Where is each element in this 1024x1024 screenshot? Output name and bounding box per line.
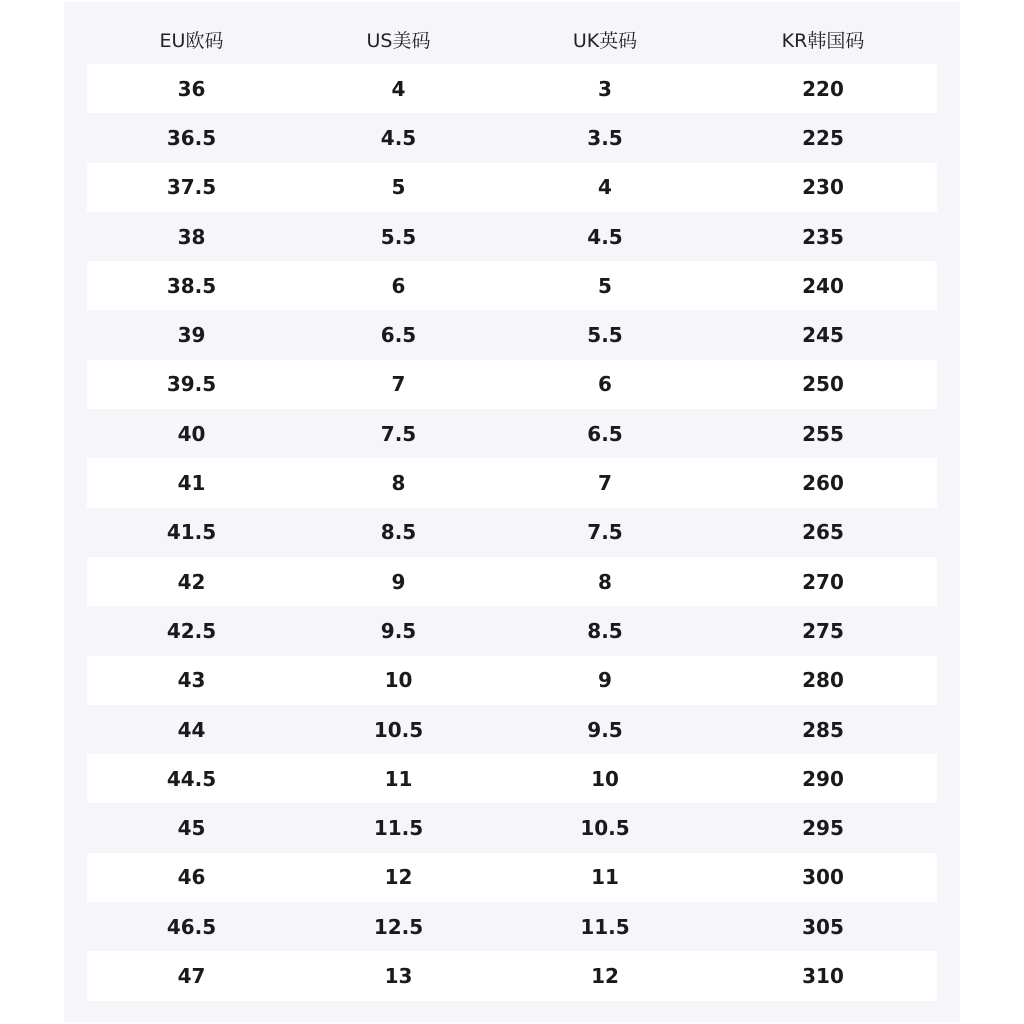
kr-size-cell: 265	[709, 508, 937, 557]
us-size-cell: 7.5	[296, 409, 501, 458]
eu-size-cell: 44	[87, 705, 296, 754]
uk-size-cell: 11.5	[501, 902, 709, 951]
table-header	[87, 15, 937, 64]
header-row	[87, 15, 937, 64]
eu-size-cell: 41	[87, 458, 296, 507]
us-size-cell: 11	[296, 754, 501, 803]
eu-size-cell: 42.5	[87, 606, 296, 655]
eu-size-cell: 45	[87, 803, 296, 852]
us-size-cell: 5	[296, 163, 501, 212]
header-uk-size: UK英码	[572, 30, 638, 52]
uk-size-cell: 9	[501, 656, 709, 705]
table-row	[87, 64, 937, 113]
table-row	[87, 951, 937, 1000]
eu-size-cell: 46.5	[87, 902, 296, 951]
eu-size-cell: 46	[87, 853, 296, 902]
us-size-cell: 10.5	[296, 705, 501, 754]
us-size-cell: 6	[296, 261, 501, 310]
table-row	[87, 902, 937, 951]
eu-size-cell: 41.5	[87, 508, 296, 557]
kr-size-cell: 310	[709, 951, 937, 1000]
us-size-cell: 5.5	[296, 212, 501, 261]
us-size-cell: 12	[296, 853, 501, 902]
kr-size-cell: 240	[709, 261, 937, 310]
kr-size-cell: 300	[709, 853, 937, 902]
table-row	[87, 557, 937, 606]
eu-size-cell: 43	[87, 656, 296, 705]
kr-size-cell: 270	[709, 557, 937, 606]
us-size-cell: 9	[296, 557, 501, 606]
table-body	[87, 64, 937, 1001]
eu-size-cell: 38.5	[87, 261, 296, 310]
table-row	[87, 458, 937, 507]
us-size-cell: 12.5	[296, 902, 501, 951]
uk-size-cell: 7	[501, 458, 709, 507]
uk-size-cell: 8.5	[501, 606, 709, 655]
eu-size-cell: 38	[87, 212, 296, 261]
table-row	[87, 409, 937, 458]
us-size-cell: 8	[296, 458, 501, 507]
uk-size-cell: 11	[501, 853, 709, 902]
header-us-size: US美码	[366, 30, 431, 52]
kr-size-cell: 250	[709, 360, 937, 409]
us-size-cell: 13	[296, 951, 501, 1000]
eu-size-cell: 36	[87, 64, 296, 113]
kr-size-cell: 245	[709, 310, 937, 359]
header-eu-size: EU欧码	[159, 30, 224, 52]
uk-size-cell: 12	[501, 951, 709, 1000]
eu-size-cell: 37.5	[87, 163, 296, 212]
kr-size-cell: 280	[709, 656, 937, 705]
uk-size-cell: 10	[501, 754, 709, 803]
table-row	[87, 656, 937, 705]
us-size-cell: 7	[296, 360, 501, 409]
uk-size-cell: 6	[501, 360, 709, 409]
us-size-cell: 8.5	[296, 508, 501, 557]
us-size-cell: 10	[296, 656, 501, 705]
table-row	[87, 803, 937, 852]
eu-size-cell: 39.5	[87, 360, 296, 409]
table-row	[87, 508, 937, 557]
uk-size-cell: 3.5	[501, 113, 709, 162]
table-row	[87, 853, 937, 902]
kr-size-cell: 290	[709, 754, 937, 803]
table-row	[87, 310, 937, 359]
table-row	[87, 212, 937, 261]
eu-size-cell: 47	[87, 951, 296, 1000]
table-row	[87, 705, 937, 754]
uk-size-cell: 6.5	[501, 409, 709, 458]
eu-size-cell: 36.5	[87, 113, 296, 162]
eu-size-cell: 40	[87, 409, 296, 458]
uk-size-cell: 4.5	[501, 212, 709, 261]
uk-size-cell: 10.5	[501, 803, 709, 852]
table-row	[87, 113, 937, 162]
kr-size-cell: 255	[709, 409, 937, 458]
uk-size-cell: 9.5	[501, 705, 709, 754]
size-conversion-table	[87, 15, 937, 1001]
table-row	[87, 606, 937, 655]
us-size-cell: 4	[296, 64, 501, 113]
table-row	[87, 754, 937, 803]
uk-size-cell: 7.5	[501, 508, 709, 557]
uk-size-cell: 8	[501, 557, 709, 606]
kr-size-cell: 220	[709, 64, 937, 113]
us-size-cell: 6.5	[296, 310, 501, 359]
uk-size-cell: 3	[501, 64, 709, 113]
kr-size-cell: 275	[709, 606, 937, 655]
kr-size-cell: 305	[709, 902, 937, 951]
us-size-cell: 4.5	[296, 113, 501, 162]
uk-size-cell: 4	[501, 163, 709, 212]
kr-size-cell: 285	[709, 705, 937, 754]
table-row	[87, 360, 937, 409]
eu-size-cell: 42	[87, 557, 296, 606]
kr-size-cell: 295	[709, 803, 937, 852]
table-row	[87, 163, 937, 212]
us-size-cell: 11.5	[296, 803, 501, 852]
uk-size-cell: 5	[501, 261, 709, 310]
eu-size-cell: 44.5	[87, 754, 296, 803]
table-row	[87, 261, 937, 310]
kr-size-cell: 225	[709, 113, 937, 162]
eu-size-cell: 39	[87, 310, 296, 359]
kr-size-cell: 235	[709, 212, 937, 261]
us-size-cell: 9.5	[296, 606, 501, 655]
uk-size-cell: 5.5	[501, 310, 709, 359]
header-kr-size: KR韩国码	[781, 30, 865, 52]
kr-size-cell: 230	[709, 163, 937, 212]
kr-size-cell: 260	[709, 458, 937, 507]
